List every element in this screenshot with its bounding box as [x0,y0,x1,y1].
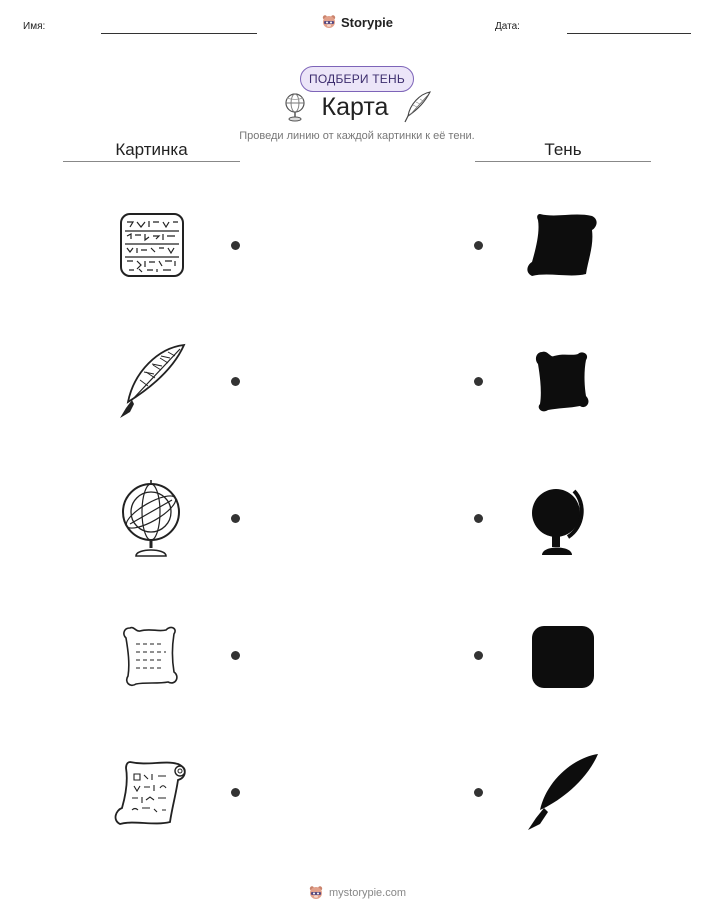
shadow-dot-4[interactable] [474,651,483,660]
ancient-scroll-icon [114,758,188,828]
footer-site-link[interactable]: mystorypie.com [328,887,407,899]
picture-dot-5[interactable] [231,788,240,797]
title-row [0,90,714,124]
picture-dot-4[interactable] [231,651,240,660]
date-field[interactable] [567,33,691,34]
picture-dot-3[interactable] [231,514,240,523]
shadow-dot-2[interactable] [474,377,483,386]
clay-tablet-icon [117,212,187,278]
globe-icon [118,478,184,560]
page-title: Карта [321,92,389,121]
instructions: Проведи линию от каждой картинки к её тени. [239,130,475,142]
name-label: Имя: [23,21,46,32]
bear-mascot-icon [321,14,337,30]
feather-shadow-icon [526,752,600,832]
shadow-dot-1[interactable] [474,241,483,250]
worksheet-type-badge: ПОДБЕРИ ТЕНЬ [300,66,414,92]
tablet-shadow-icon [531,625,595,689]
shadows-column-underline [475,161,651,162]
parchment-shadow-icon [534,350,592,414]
picture-dot-2[interactable] [231,377,240,386]
shadow-dot-5[interactable] [474,788,483,797]
quill-feather-icon [402,90,432,124]
scroll-shadow-icon [526,212,600,278]
quill-feather-icon [114,342,188,422]
pictures-column-underline [63,161,240,162]
name-field[interactable] [101,33,257,34]
bear-mascot-icon [308,885,324,901]
date-label: Дата: [495,21,520,32]
globe-icon [282,91,308,123]
shadows-column-heading: Тень [544,140,582,159]
picture-dot-1[interactable] [231,241,240,250]
shadow-dot-3[interactable] [474,514,483,523]
brand-logo [0,14,714,30]
globe-shadow-icon [530,479,586,559]
footer [0,885,714,901]
pictures-column-heading: Картинка [115,140,188,159]
parchment-map-icon [122,624,182,688]
brand-name: Storypie [340,14,393,30]
